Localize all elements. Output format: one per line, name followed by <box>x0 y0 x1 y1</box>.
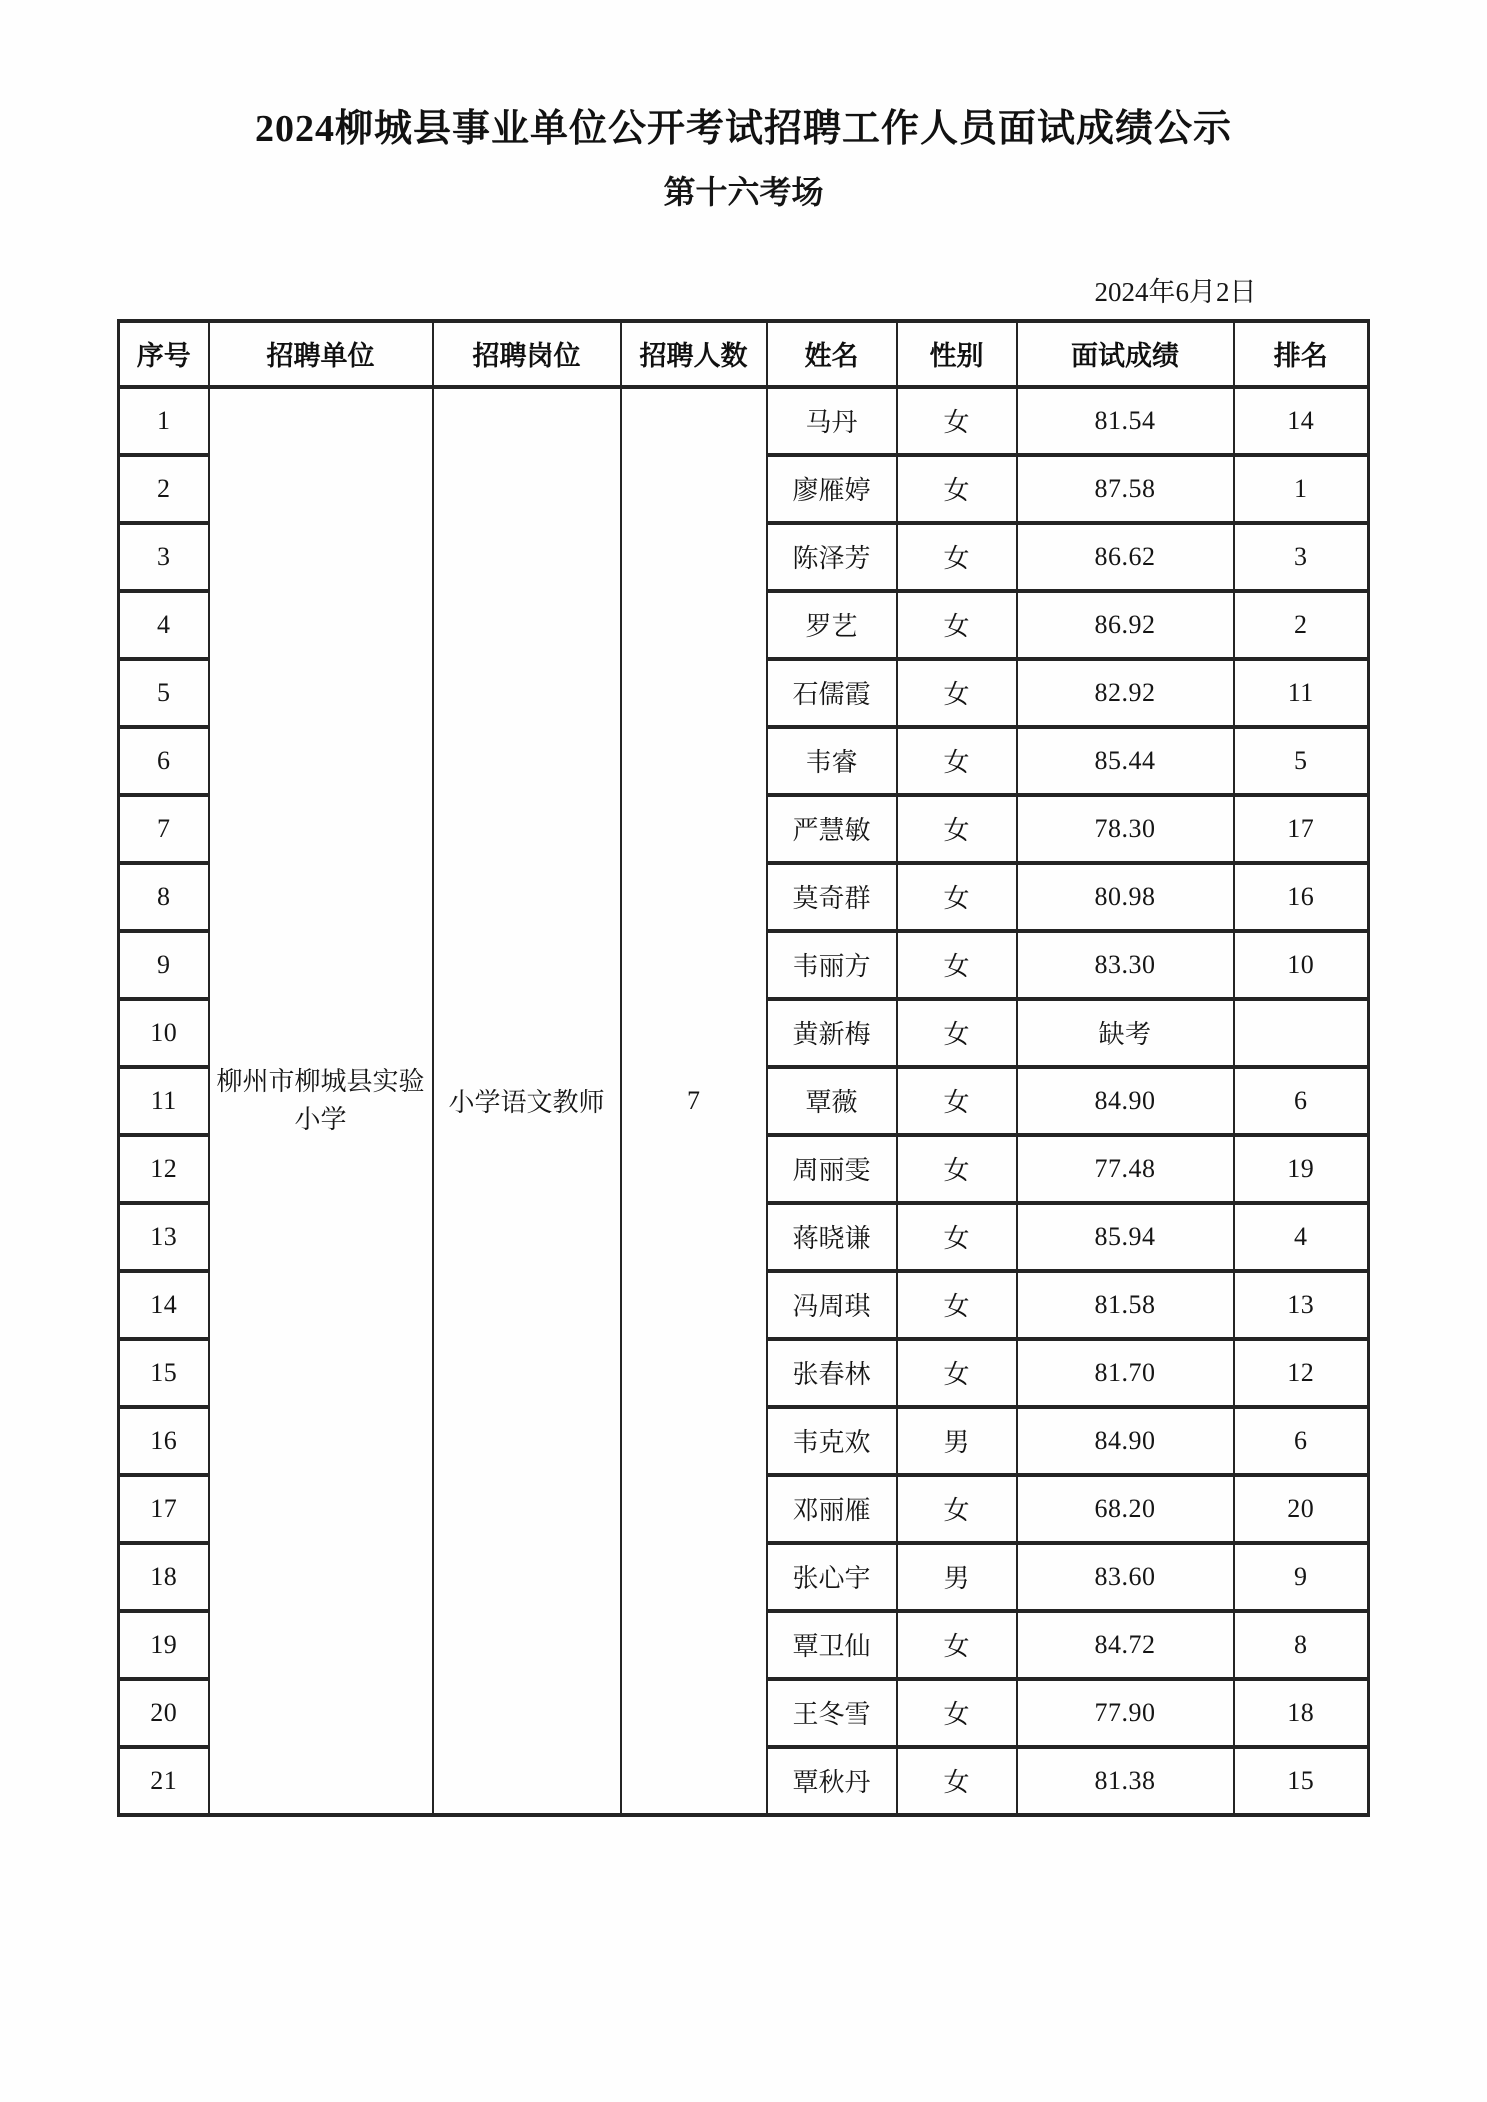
score-cell: 81.58 <box>1017 1271 1234 1339</box>
gender-cell: 女 <box>897 1203 1017 1271</box>
gender-cell: 女 <box>897 1611 1017 1679</box>
header-name: 姓名 <box>767 321 897 387</box>
name-cell: 罗艺 <box>767 591 897 659</box>
header-unit: 招聘单位 <box>209 321 433 387</box>
rank-cell: 1 <box>1234 455 1369 523</box>
serial-cell: 20 <box>119 1679 209 1747</box>
rank-cell: 6 <box>1234 1067 1369 1135</box>
name-cell: 陈泽芳 <box>767 523 897 591</box>
rank-cell: 8 <box>1234 1611 1369 1679</box>
score-cell: 85.94 <box>1017 1203 1234 1271</box>
score-cell: 84.72 <box>1017 1611 1234 1679</box>
serial-cell: 15 <box>119 1339 209 1407</box>
serial-cell: 5 <box>119 659 209 727</box>
serial-cell: 18 <box>119 1543 209 1611</box>
score-cell: 80.98 <box>1017 863 1234 931</box>
score-cell: 81.54 <box>1017 387 1234 455</box>
gender-cell: 女 <box>897 999 1017 1067</box>
rank-cell: 6 <box>1234 1407 1369 1475</box>
name-cell: 王冬雪 <box>767 1679 897 1747</box>
score-cell: 83.30 <box>1017 931 1234 999</box>
gender-cell: 女 <box>897 387 1017 455</box>
rank-cell: 14 <box>1234 387 1369 455</box>
score-cell: 68.20 <box>1017 1475 1234 1543</box>
name-cell: 蒋晓谦 <box>767 1203 897 1271</box>
gender-cell: 女 <box>897 1271 1017 1339</box>
header-rank: 排名 <box>1234 321 1369 387</box>
serial-cell: 12 <box>119 1135 209 1203</box>
name-cell: 韦丽方 <box>767 931 897 999</box>
serial-cell: 7 <box>119 795 209 863</box>
rank-cell: 4 <box>1234 1203 1369 1271</box>
gender-cell: 女 <box>897 727 1017 795</box>
score-cell: 83.60 <box>1017 1543 1234 1611</box>
serial-cell: 3 <box>119 523 209 591</box>
header-position: 招聘岗位 <box>433 321 621 387</box>
rank-cell: 12 <box>1234 1339 1369 1407</box>
gender-cell: 女 <box>897 1475 1017 1543</box>
results-table-body <box>119 387 1369 1815</box>
gender-cell: 女 <box>897 931 1017 999</box>
name-cell: 韦睿 <box>767 727 897 795</box>
gender-cell: 男 <box>897 1543 1017 1611</box>
header-no: 序号 <box>119 321 209 387</box>
name-cell: 黄新梅 <box>767 999 897 1067</box>
gender-cell: 女 <box>897 455 1017 523</box>
rank-cell: 9 <box>1234 1543 1369 1611</box>
rank-cell: 10 <box>1234 931 1369 999</box>
rank-cell: 18 <box>1234 1679 1369 1747</box>
score-cell: 86.62 <box>1017 523 1234 591</box>
name-cell: 韦克欢 <box>767 1407 897 1475</box>
gender-cell: 女 <box>897 863 1017 931</box>
gender-cell: 女 <box>897 1067 1017 1135</box>
serial-cell: 1 <box>119 387 209 455</box>
gender-cell: 女 <box>897 1135 1017 1203</box>
name-cell: 张春林 <box>767 1339 897 1407</box>
gender-cell: 女 <box>897 1679 1017 1747</box>
header-count: 招聘人数 <box>621 321 767 387</box>
name-cell: 莫奇群 <box>767 863 897 931</box>
name-cell: 严慧敏 <box>767 795 897 863</box>
gender-cell: 女 <box>897 1339 1017 1407</box>
header-row <box>119 321 1369 387</box>
serial-cell: 19 <box>119 1611 209 1679</box>
serial-cell: 11 <box>119 1067 209 1135</box>
header-score: 面试成绩 <box>1017 321 1234 387</box>
rank-cell: 3 <box>1234 523 1369 591</box>
recruit-count-cell: 7 <box>621 387 767 1815</box>
serial-cell: 9 <box>119 931 209 999</box>
name-cell: 周丽雯 <box>767 1135 897 1203</box>
serial-cell: 6 <box>119 727 209 795</box>
score-cell: 84.90 <box>1017 1407 1234 1475</box>
exam-room-subtitle: 第十六考场 <box>663 173 824 210</box>
serial-cell: 10 <box>119 999 209 1067</box>
rank-cell: 15 <box>1234 1747 1369 1815</box>
serial-cell: 21 <box>119 1747 209 1815</box>
score-cell: 85.44 <box>1017 727 1234 795</box>
name-cell: 冯周琪 <box>767 1271 897 1339</box>
name-cell: 覃秋丹 <box>767 1747 897 1815</box>
page-title: 2024柳城县事业单位公开考试招聘工作人员面试成绩公示 <box>254 108 1232 150</box>
name-cell: 覃卫仙 <box>767 1611 897 1679</box>
table-row <box>119 387 1369 455</box>
gender-cell: 女 <box>897 1747 1017 1815</box>
score-cell: 78.30 <box>1017 795 1234 863</box>
results-table <box>117 319 1370 1817</box>
rank-cell <box>1234 999 1369 1067</box>
gender-cell: 女 <box>897 523 1017 591</box>
score-cell: 82.92 <box>1017 659 1234 727</box>
score-cell: 86.92 <box>1017 591 1234 659</box>
rank-cell: 19 <box>1234 1135 1369 1203</box>
serial-cell: 13 <box>119 1203 209 1271</box>
position-cell: 小学语文教师 <box>433 387 621 1815</box>
score-cell: 77.90 <box>1017 1679 1234 1747</box>
name-cell: 覃薇 <box>767 1067 897 1135</box>
serial-cell: 2 <box>119 455 209 523</box>
name-cell: 邓丽雁 <box>767 1475 897 1543</box>
rank-cell: 2 <box>1234 591 1369 659</box>
announcement-date: 2024年6月2日 <box>1094 276 1257 307</box>
header-gender: 性别 <box>897 321 1017 387</box>
gender-cell: 女 <box>897 659 1017 727</box>
rank-cell: 11 <box>1234 659 1369 727</box>
name-cell: 廖雁婷 <box>767 455 897 523</box>
rank-cell: 13 <box>1234 1271 1369 1339</box>
rank-cell: 17 <box>1234 795 1369 863</box>
serial-cell: 16 <box>119 1407 209 1475</box>
score-cell: 81.38 <box>1017 1747 1234 1815</box>
score-cell: 81.70 <box>1017 1339 1234 1407</box>
name-cell: 张心宇 <box>767 1543 897 1611</box>
score-cell: 87.58 <box>1017 455 1234 523</box>
rank-cell: 16 <box>1234 863 1369 931</box>
score-cell: 缺考 <box>1017 999 1234 1067</box>
serial-cell: 8 <box>119 863 209 931</box>
score-cell: 77.48 <box>1017 1135 1234 1203</box>
gender-cell: 女 <box>897 795 1017 863</box>
name-cell: 马丹 <box>767 387 897 455</box>
name-cell: 石儒霞 <box>767 659 897 727</box>
gender-cell: 男 <box>897 1407 1017 1475</box>
serial-cell: 17 <box>119 1475 209 1543</box>
gender-cell: 女 <box>897 591 1017 659</box>
serial-cell: 14 <box>119 1271 209 1339</box>
rank-cell: 5 <box>1234 727 1369 795</box>
rank-cell: 20 <box>1234 1475 1369 1543</box>
score-cell: 84.90 <box>1017 1067 1234 1135</box>
serial-cell: 4 <box>119 591 209 659</box>
recruiting-unit-cell: 柳州市柳城县实验小学 <box>209 387 433 1815</box>
